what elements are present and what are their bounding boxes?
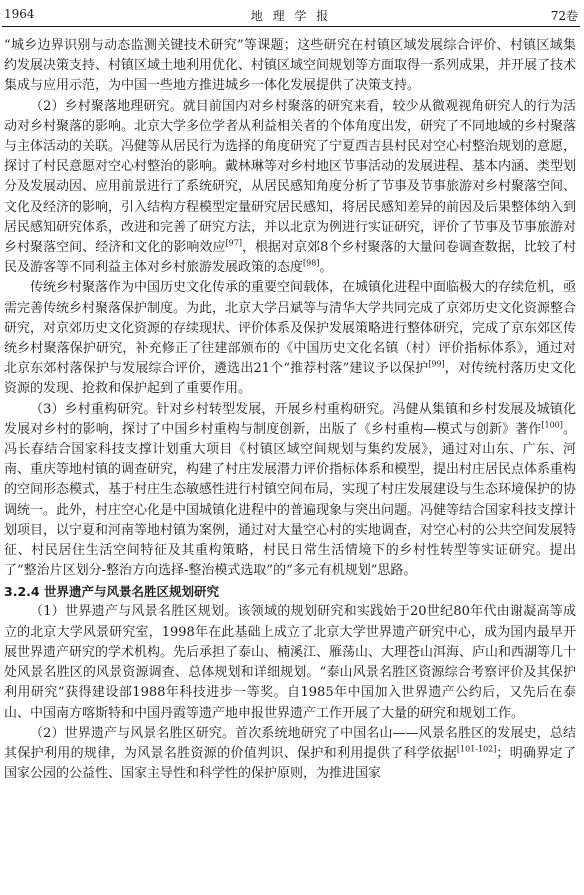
paragraph-text: 传统乡村聚落作为中国历史文化传承的重要空间载体，在城镇化进程中面临极大的存续危机，亟需完善传统乡村聚落保护制度。为此，北京大学吕斌等与清华大学共同完成了京郊历史文化资源整合研究，对京郊历史文化资源的存续现状、评价体系及保护发展策略进行整体研究，完成了京东郊区传统乡村聚落保护研究，补充修正了往建部颁布的《中国历史文化名镇（村）评价指标体系》，通过对北京东郊村落保护与发展综合评价，遴选出21个“推荐村落”建议予以保护	[4, 280, 577, 377]
paragraph-2	[4, 97, 576, 279]
section-heading: 3.2.4 世界遗产与风景名胜区规划研究	[4, 584, 219, 600]
paragraph-text: 。	[319, 260, 333, 276]
header-year: 1964	[4, 7, 35, 21]
paragraph-text: “城乡边界识别与动态监测关键技术研究”等课题；这些研究在村镇区域发展综合评价、村镇区域集约发展决策支持、村镇区域土地利用优化、村镇区域空间规划等方面取得一系列成果，并开展了技术集成与应用示范，为中国一些地方推进城乡一体化发展提供了决策支持。	[4, 38, 577, 94]
paragraph-text: 。冯长春结合国家科技支撑计划重大项目《村镇区域空间规划与集约发展》，通过对山东、广东、河南、重庆等地村镇的调查研究，构建了村庄发展潜力评价指标体系和模型，提出村庄居民点体系重构的空间形态模式，基于村庄生态敏感性进行村镇空间布局，实现了村庄发展建设与生态环境保护的协调统一。此外，村庄空心化是中国城镇化进程中的普遍现象与突出问题。冯健等结合国家科技支撑计划项目，以宁夏和河南等地村镇为案例，通过对大量空心村的实地调查，对空心村的公共空间发展特征、村民居住生活空间特征及其重构策略，村民日常生活情境下的乡村性转型等实证研究。提出了“整治片区划分-整治方向选择-整治模式选取”的“多元有机规划”思路。	[4, 421, 577, 579]
article-body	[4, 36, 576, 784]
header-journal-title: 地 理 学 报	[250, 9, 332, 23]
header-volume: 72卷	[550, 9, 578, 23]
paragraph-6	[4, 724, 576, 785]
citation: [100]	[541, 420, 563, 430]
citation: [97]	[225, 238, 242, 248]
paragraph-text: （1）世界遗产与风景名胜区规划。该领域的规划研究和实践始于20世纪80年代由谢凝高等成立的北京大学风景研究室，1998年在此基础上成立了北京大学世界遗产研究中心，成为国内最早开展世界遗产研究的学术机构。先后承担了泰山、楠溪江、雁荡山、大理苍山洱海、庐山和西湖等几十处风景名胜区的风景资源调查、总体规划和详细规划。“泰山风景名胜区资源综合考察评价及其保护利用研究”获得建设部1988年科技进步一等奖。自1985年中国加入世界遗产公约后，又先后在泰山、中国南方喀斯特和中国丹霞等遗产地申报世界遗产工作开展了大量的研究和规划工作。	[4, 604, 577, 721]
citation: [99]	[428, 359, 445, 369]
paragraph-4	[4, 400, 576, 582]
paragraph-3	[4, 278, 576, 399]
paragraph-text: （3）乡村重构研究。针对乡村转型发展，开展乡村重构研究。冯健从集镇和乡村发展及城镇化发展对乡村的影响，探讨了中国乡村重构与制度创新，出版了《乡村重构—模式与创新》著作	[4, 401, 576, 437]
paragraph-text: （2）世界遗产与风景名胜区研究。首次系统地研究了中国名山——风景名胜区的发展史，总结其保护利用的规律，为风景名胜资源的价值判识、保护和利用提供了科学依据	[4, 725, 576, 761]
paragraph-1	[4, 36, 576, 97]
paragraph-text: （2）乡村聚落地理研究。就目前国内对乡村聚落的研究来看，较少从微观视角研究人的行为活动对乡村聚落的影响。北京大学多位学者从利益相关者的个体角度出发，研究了不同地域的乡村聚落与主体活动的关联。冯健等从居民行为选择的角度研究了宁夏西吉县村民对空心村整治规划的意愿，探讨了村民意愿对空心村整治的影响。戴林琳等对乡村地区节事活动的发展进程、基本内涵、类型划分及发展动因、应用前景进行了系统研究，从居民感知角度分析了节事及节事旅游对乡村聚落空间、文化及经济的影响，引入结构方程模型定量研究居民感知，将居民感知差异的前因及后果整体纳入到居民感知研究体系，改进和完善了研究方法，并以北京为例进行实证研究，评价了节事及节事旅游对乡村聚落空间、经济和文化的影响效应	[4, 98, 577, 256]
header-rule	[2, 26, 580, 27]
paragraph-text: ，对传统村落历史文化资源的发现、抢救和保护起到了重要作用。	[4, 361, 576, 397]
citation: [101-102]	[456, 744, 497, 754]
citation: [98]	[303, 258, 320, 268]
paragraph-text: ，根据对京郊8个乡村聚落的大量问卷调查数据，比较了村民及游客等不同利益主体对乡村旅游发展政策的态度	[4, 240, 576, 276]
paragraph-5	[4, 602, 576, 723]
paragraph-text: ；明确界定了国家公园的公益性、国家主导性和科学性的保护原则，为推进国家	[4, 745, 576, 782]
running-header	[4, 6, 578, 24]
